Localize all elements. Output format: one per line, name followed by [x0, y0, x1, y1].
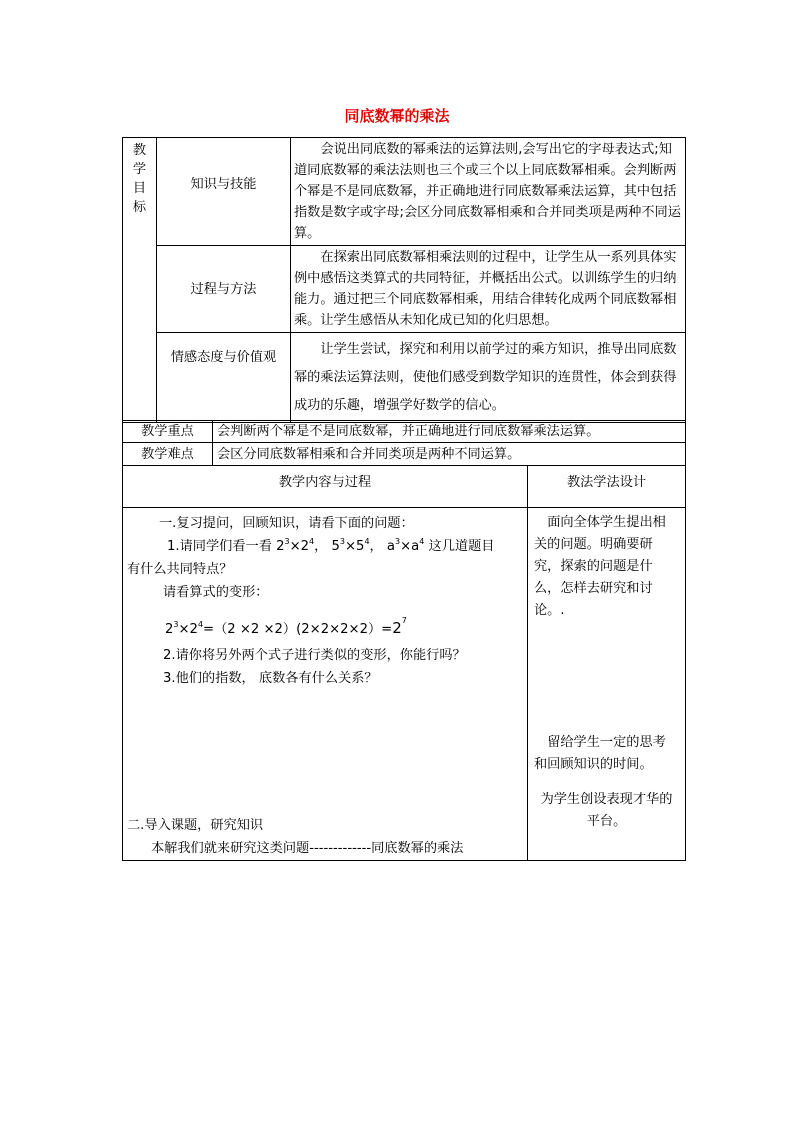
objectives-label-char: 教 [132, 143, 147, 158]
content-body [123, 508, 527, 860]
document-title: 同底数幂的乘法 [344, 107, 450, 125]
eq-exp: 3 [173, 620, 179, 629]
key-point-text: 会判断两个幂是不是同底数幂，并正确地进行同底数幂乘法运算。 [213, 421, 686, 443]
process-method-label: 过程与方法 [157, 246, 291, 333]
question-1 [127, 535, 527, 558]
objectives-label-char: 标 [132, 200, 147, 215]
eq-exp: 4 [197, 620, 204, 629]
objectives-label [123, 138, 157, 423]
method-note-2: 留给学生一定的思考和回顾知识的时间。 [534, 735, 666, 772]
q1-exp: 3 [339, 537, 345, 546]
question-2: 2.请你将另外两个式子进行类似的变形，你能行吗？ [163, 648, 466, 663]
difficult-point-text: 会区分同底数幂相乘和合并同类项是两种不同运算。 [213, 443, 686, 466]
eq-result-base: 2 [392, 619, 402, 637]
equation [127, 614, 527, 644]
content-cell [123, 508, 528, 861]
q1-exp: 4 [309, 537, 315, 546]
q1-exp: 3 [395, 537, 401, 546]
knowledge-label: 知识与技能 [157, 138, 291, 246]
q1-prefix: 1.请同学们看一看 2 [167, 539, 285, 554]
content-process-header: 教学内容与过程 [123, 466, 528, 508]
emotion-label: 情感态度与价值观 [157, 333, 291, 423]
key-points-table [122, 420, 686, 466]
section2-heading: 二.导入课题，研究知识 [127, 818, 264, 833]
q1-times: ×a [400, 539, 420, 554]
knowledge-text: 会说出同底数的幂乘法的运算法则,会写出它的字母表达式;知道同底数幂的乘法法则也三个或三个以上同底数幂相乘。会判断两个幂是不是同底数幂，并正确地进行同底数幂乘法运算，其中包括指数是数字或字母;会区分同底数幂相乘和合并同类项是两种不同运算。 [291, 138, 686, 246]
q1-exp: 4 [364, 537, 370, 546]
difficult-point-label: 教学难点 [123, 443, 213, 466]
objectives-label-char: 学 [132, 162, 147, 177]
eq-times: ×2 [178, 622, 198, 637]
q1-suffix: 这几道题目 [424, 539, 495, 554]
eq-result-exp: 7 [401, 616, 407, 625]
q1-exp: 3 [284, 537, 290, 546]
question-1-line2: 有什么共同特点？ [127, 562, 233, 577]
q1-times: ×5 [345, 539, 365, 554]
key-point-label: 教学重点 [123, 421, 213, 443]
eq-expansion: =（2 ×2 ×2）(2×2×2×2）= [203, 622, 393, 637]
see-transform: 请看算式的变形： [163, 585, 269, 600]
method-cell [528, 508, 686, 861]
objectives-label-char: 目 [132, 181, 147, 196]
process-method-text: 在探索出同底数幂相乘法则的过程中，让学生从一系列具体实例中感悟这类算式的共同特征，并概括出公式。以训练学生的归纳能力。通过把三个同底数幂相乘，用结合律转化成两个同底数幂相乘。让学生感悟从未知化成已知的化归思想。 [291, 246, 686, 333]
q1-sep: ， 5 [314, 539, 340, 554]
q1-exp: 4 [419, 537, 425, 546]
eq-base: 2 [165, 622, 174, 637]
method-note-3: 为学生创设表现才华的平台。 [540, 792, 673, 829]
section2-text: 本解我们就来研究这类问题-------------同底数幂的乘法 [151, 841, 464, 856]
question-3: 3.他们的指数， 底数各有什么关系？ [163, 671, 378, 686]
method-design-header: 教法学法设计 [528, 466, 686, 508]
q1-times: ×2 [289, 539, 310, 554]
section1-heading: 一.复习提问，回顾知识，请看下面的问题： [159, 516, 414, 531]
process-table [122, 465, 686, 861]
objectives-table [122, 137, 686, 423]
q1-sep: ， a [369, 539, 396, 554]
emotion-text: 让学生尝试，探究和利用以前学过的乘方知识，推导出同底数幂的乘法运算法则，使他们感受到数学知识的连贯性，体会到获得成功的乐趣，增强学好数学的信心。 [291, 333, 686, 423]
method-note-1: 面向全体学生提出相关的问题。明确要研究，探索的问题是什么，怎样去研究和讨论。. [534, 515, 666, 618]
